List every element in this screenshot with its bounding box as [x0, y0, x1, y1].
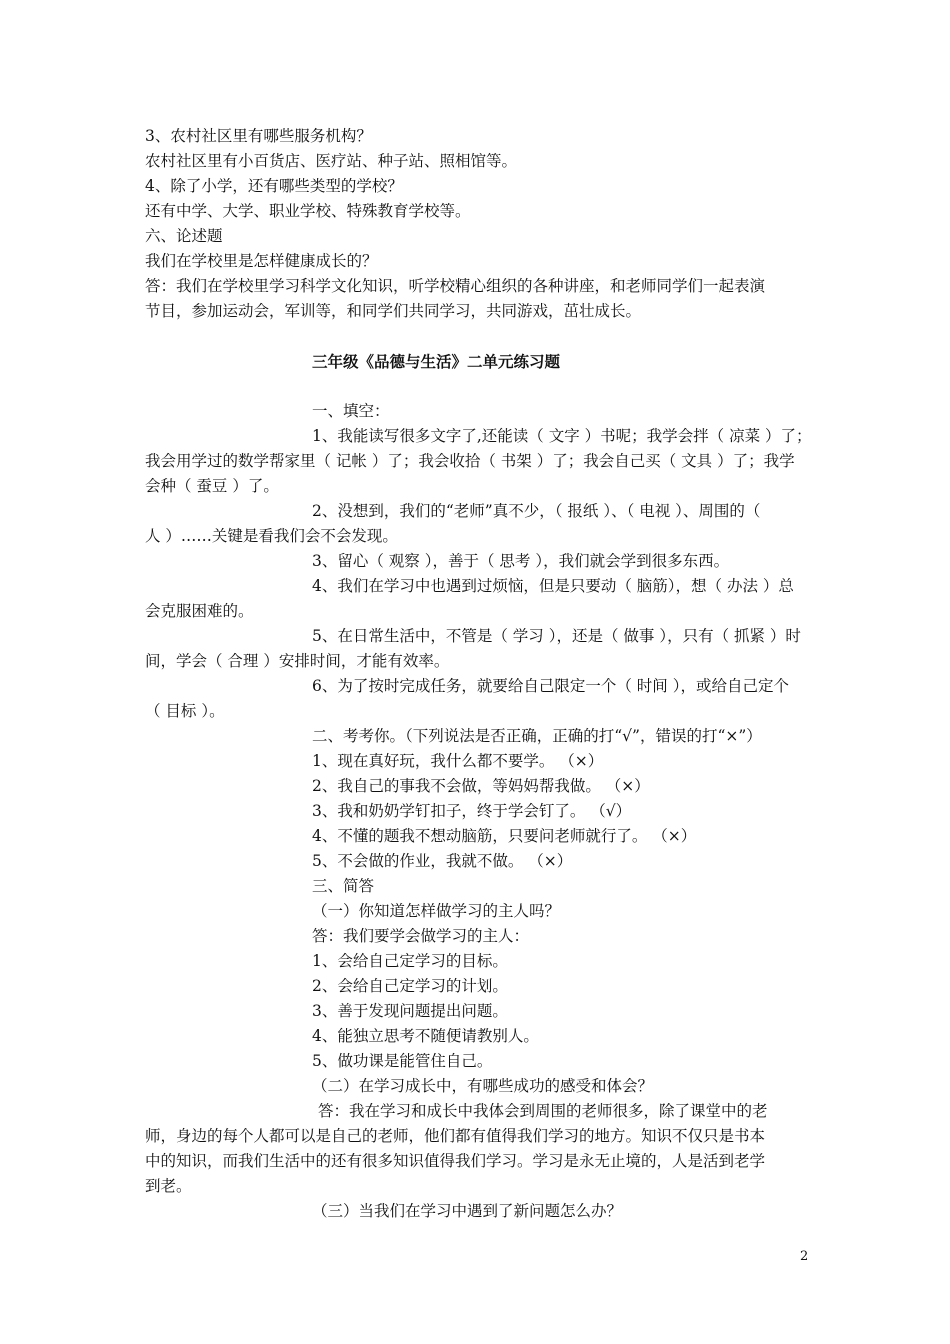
- short-answer-answer: 到老。: [145, 1177, 192, 1195]
- short-answer-answer: 师，身边的每个人都可以是自己的老师，他们都有值得我们学习的地方。知识不仅只是书本: [145, 1127, 766, 1145]
- fill-blank-item: 3、留心（ 观察 ），善于（ 思考 ），我们就会学到很多东西。: [312, 552, 730, 570]
- true-false-item: 2、我自己的事我不会做，等妈妈帮我做。 （×）: [312, 777, 650, 795]
- short-answer-answer: 答：我们要学会做学习的主人：: [312, 927, 530, 945]
- fill-blank-item: 间，学会（ 合理 ）安排时间，才能有效率。: [145, 652, 450, 670]
- true-false-item: 3、我和奶奶学钉扣子，终于学会钉了。 （√）: [312, 802, 632, 820]
- short-answer-list-item: 5、做功课是能管住自己。: [312, 1052, 493, 1070]
- fill-blank-item: 2、没想到，我们的“老师”真不少，（ 报纸 ）、（ 电视 ）、周围的（: [312, 502, 761, 520]
- section-six-heading: 六、论述题: [145, 227, 223, 245]
- fill-blank-item: 1、我能读写很多文字了,还能读（ 文字 ）书呢；我学会拌（ 凉菜 ）了；: [312, 427, 812, 445]
- fill-blank-item: （ 目标 ）。: [145, 702, 225, 720]
- short-answer-heading: 三、简答: [312, 877, 375, 895]
- short-answer-answer: 答：我在学习和成长中我体会到周围的老师很多，除了课堂中的老: [318, 1102, 768, 1120]
- true-false-item: 4、不懂的题我不想动脑筋，只要问老师就行了。 （×）: [312, 827, 697, 845]
- true-false-item: 5、不会做的作业，我就不做。 （×）: [312, 852, 573, 870]
- page-number: 2: [800, 1249, 809, 1264]
- short-answer-list-item: 4、能独立思考不随便请教别人。: [312, 1027, 539, 1045]
- short-answer-question: （三）当我们在学习中遇到了新问题怎么办？: [312, 1202, 623, 1220]
- fill-blank-heading: 一、填空：: [312, 402, 390, 420]
- short-answer-question: （一）你知道怎样做学习的主人吗？: [312, 902, 561, 920]
- fill-blank-item: 会种（ 蚕豆 ）了。: [145, 477, 279, 495]
- short-answer-question: （二）在学习成长中，有哪些成功的感受和体会？: [312, 1077, 654, 1095]
- section-six-question: 我们在学校里是怎样健康成长的？: [145, 252, 378, 270]
- fill-blank-item: 4、我们在学习中也遇到过烦恼，但是只要动（ 脑筋），想（ 办法 ）总: [312, 577, 794, 595]
- question-4: 4、除了小学，还有哪些类型的学校？: [145, 177, 403, 195]
- section-six-answer-line: 答：我们在学校里学习科学文化知识，听学校精心组织的各种讲座，和老师同学们一起表演: [145, 277, 766, 295]
- true-false-heading: 二、考考你。（下列说法是否正确，正确的打“√”，错误的打“×”）: [312, 727, 762, 745]
- answer-3: 农村社区里有小百货店、医疗站、种子站、照相馆等。: [145, 152, 518, 170]
- fill-blank-item: 6、为了按时完成任务，就要给自己限定一个（ 时间 ），或给自己定个: [312, 677, 789, 695]
- true-false-item: 1、现在真好玩，我什么都不要学。 （×）: [312, 752, 604, 770]
- fill-blank-item: 会克服困难的。: [145, 602, 254, 620]
- section-six-answer-line: 节目，参加运动会，军训等，和同学们共同学习，共同游戏，茁壮成长。: [145, 302, 642, 320]
- short-answer-answer: 中的知识，而我们生活中的还有很多知识值得我们学习。学习是永无止境的，人是活到老学: [145, 1152, 766, 1170]
- unit-title: 三年级《品德与生活》二单元练习题: [312, 352, 561, 371]
- question-3: 3、农村社区里有哪些服务机构？: [145, 127, 372, 145]
- fill-blank-item: 人 ）……关键是看我们会不会发现。: [145, 527, 398, 545]
- answer-4: 还有中学、大学、职业学校、特殊教育学校等。: [145, 202, 471, 220]
- short-answer-list-item: 3、善于发现问题提出问题。: [312, 1002, 508, 1020]
- fill-blank-item: 5、在日常生活中，不管是（ 学习 ），还是（ 做事 ），只有（ 抓紧 ）时: [312, 627, 801, 645]
- short-answer-list-item: 2、会给自己定学习的计划。: [312, 977, 508, 995]
- short-answer-list-item: 1、会给自己定学习的目标。: [312, 952, 508, 970]
- fill-blank-item: 我会用学过的数学帮家里（ 记帐 ）了；我会收拾（ 书架 ）了；我会自己买（ 文具 ）了；我学: [145, 452, 795, 470]
